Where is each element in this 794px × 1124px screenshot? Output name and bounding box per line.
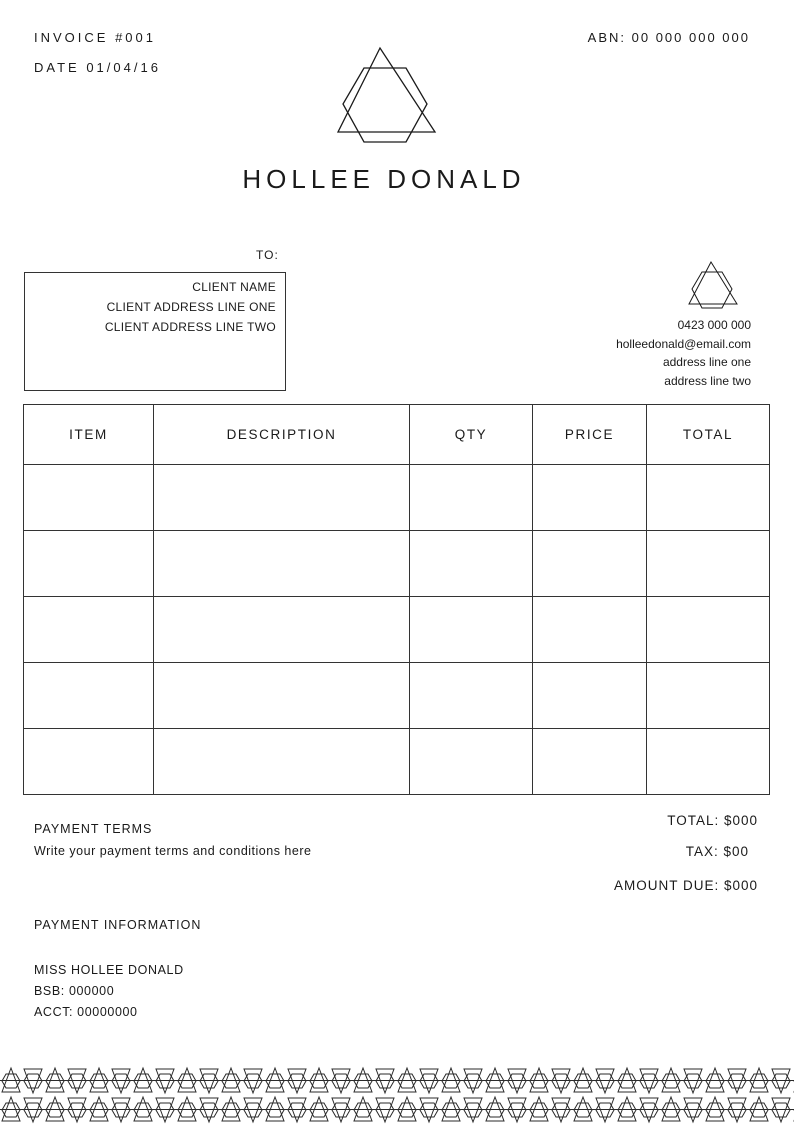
contact-email: holleedonald@email.com (616, 336, 751, 351)
column-header-total: TOTAL (647, 405, 770, 465)
client-address-box (24, 272, 286, 391)
table-cell[interactable] (154, 597, 410, 663)
table-cell[interactable] (647, 663, 770, 729)
table-cell[interactable] (410, 729, 533, 795)
table-cell[interactable] (154, 663, 410, 729)
client-address-line-one: CLIENT ADDRESS LINE ONE (106, 300, 276, 314)
bsb-number: BSB: 000000 (34, 984, 115, 998)
triangle-hexagon-icon-small (687, 260, 739, 310)
table-cell[interactable] (24, 597, 154, 663)
table-cell[interactable] (533, 663, 647, 729)
table-cell[interactable] (647, 597, 770, 663)
column-header-description: DESCRIPTION (154, 405, 410, 465)
table-cell[interactable] (647, 729, 770, 795)
table-cell[interactable] (410, 465, 533, 531)
account-name: MISS HOLLEE DONALD (34, 963, 184, 977)
contact-phone: 0423 000 000 (677, 318, 751, 332)
table-cell[interactable] (533, 531, 647, 597)
column-header-price: PRICE (533, 405, 647, 465)
table-cell[interactable] (410, 663, 533, 729)
triangle-hexagon-icon (334, 44, 440, 148)
table-cell[interactable] (410, 597, 533, 663)
table-row (24, 597, 770, 663)
table-row (24, 729, 770, 795)
invoice-items-table (23, 404, 770, 795)
contact-details (616, 316, 751, 390)
table-row (24, 663, 770, 729)
table-cell[interactable] (24, 729, 154, 795)
table-cell[interactable] (533, 465, 647, 531)
payment-information-details (34, 960, 184, 1023)
abn-number: ABN: 00 000 000 000 (587, 30, 750, 45)
geometric-pattern-border (0, 1066, 794, 1124)
table-cell[interactable] (154, 465, 410, 531)
table-row (24, 465, 770, 531)
tax-amount: TAX: $00 (685, 844, 749, 859)
table-cell[interactable] (154, 531, 410, 597)
table-cell[interactable] (410, 531, 533, 597)
table-cell[interactable] (647, 465, 770, 531)
table-cell[interactable] (533, 729, 647, 795)
invoice-date: DATE 01/04/16 (34, 60, 161, 75)
table-cell[interactable] (24, 465, 154, 531)
account-number: ACCT: 00000000 (34, 1005, 138, 1019)
amount-due: AMOUNT DUE: $000 (613, 878, 758, 893)
contact-address-line-two: address line two (664, 373, 751, 388)
payment-terms-heading: PAYMENT TERMS (34, 822, 153, 836)
column-header-qty: QTY (410, 405, 533, 465)
table-cell[interactable] (533, 597, 647, 663)
contact-address-line-one: address line one (662, 355, 751, 369)
table-header-row (24, 405, 770, 465)
table-cell[interactable] (24, 531, 154, 597)
table-cell[interactable] (24, 663, 154, 729)
total-amount: TOTAL: $000 (667, 813, 758, 828)
table-cell[interactable] (154, 729, 410, 795)
brand-name: HOLLEE DONALD (242, 164, 526, 194)
invoice-number: INVOICE #001 (34, 30, 156, 45)
to-label: TO: (256, 248, 279, 262)
client-address-line-two: CLIENT ADDRESS LINE TWO (104, 320, 276, 334)
payment-information-heading: PAYMENT INFORMATION (34, 918, 202, 932)
table-row (24, 531, 770, 597)
payment-terms-text: Write your payment terms and conditions here (34, 844, 312, 858)
table-cell[interactable] (647, 531, 770, 597)
client-name: CLIENT NAME (192, 280, 276, 294)
column-header-item: ITEM (24, 405, 154, 465)
